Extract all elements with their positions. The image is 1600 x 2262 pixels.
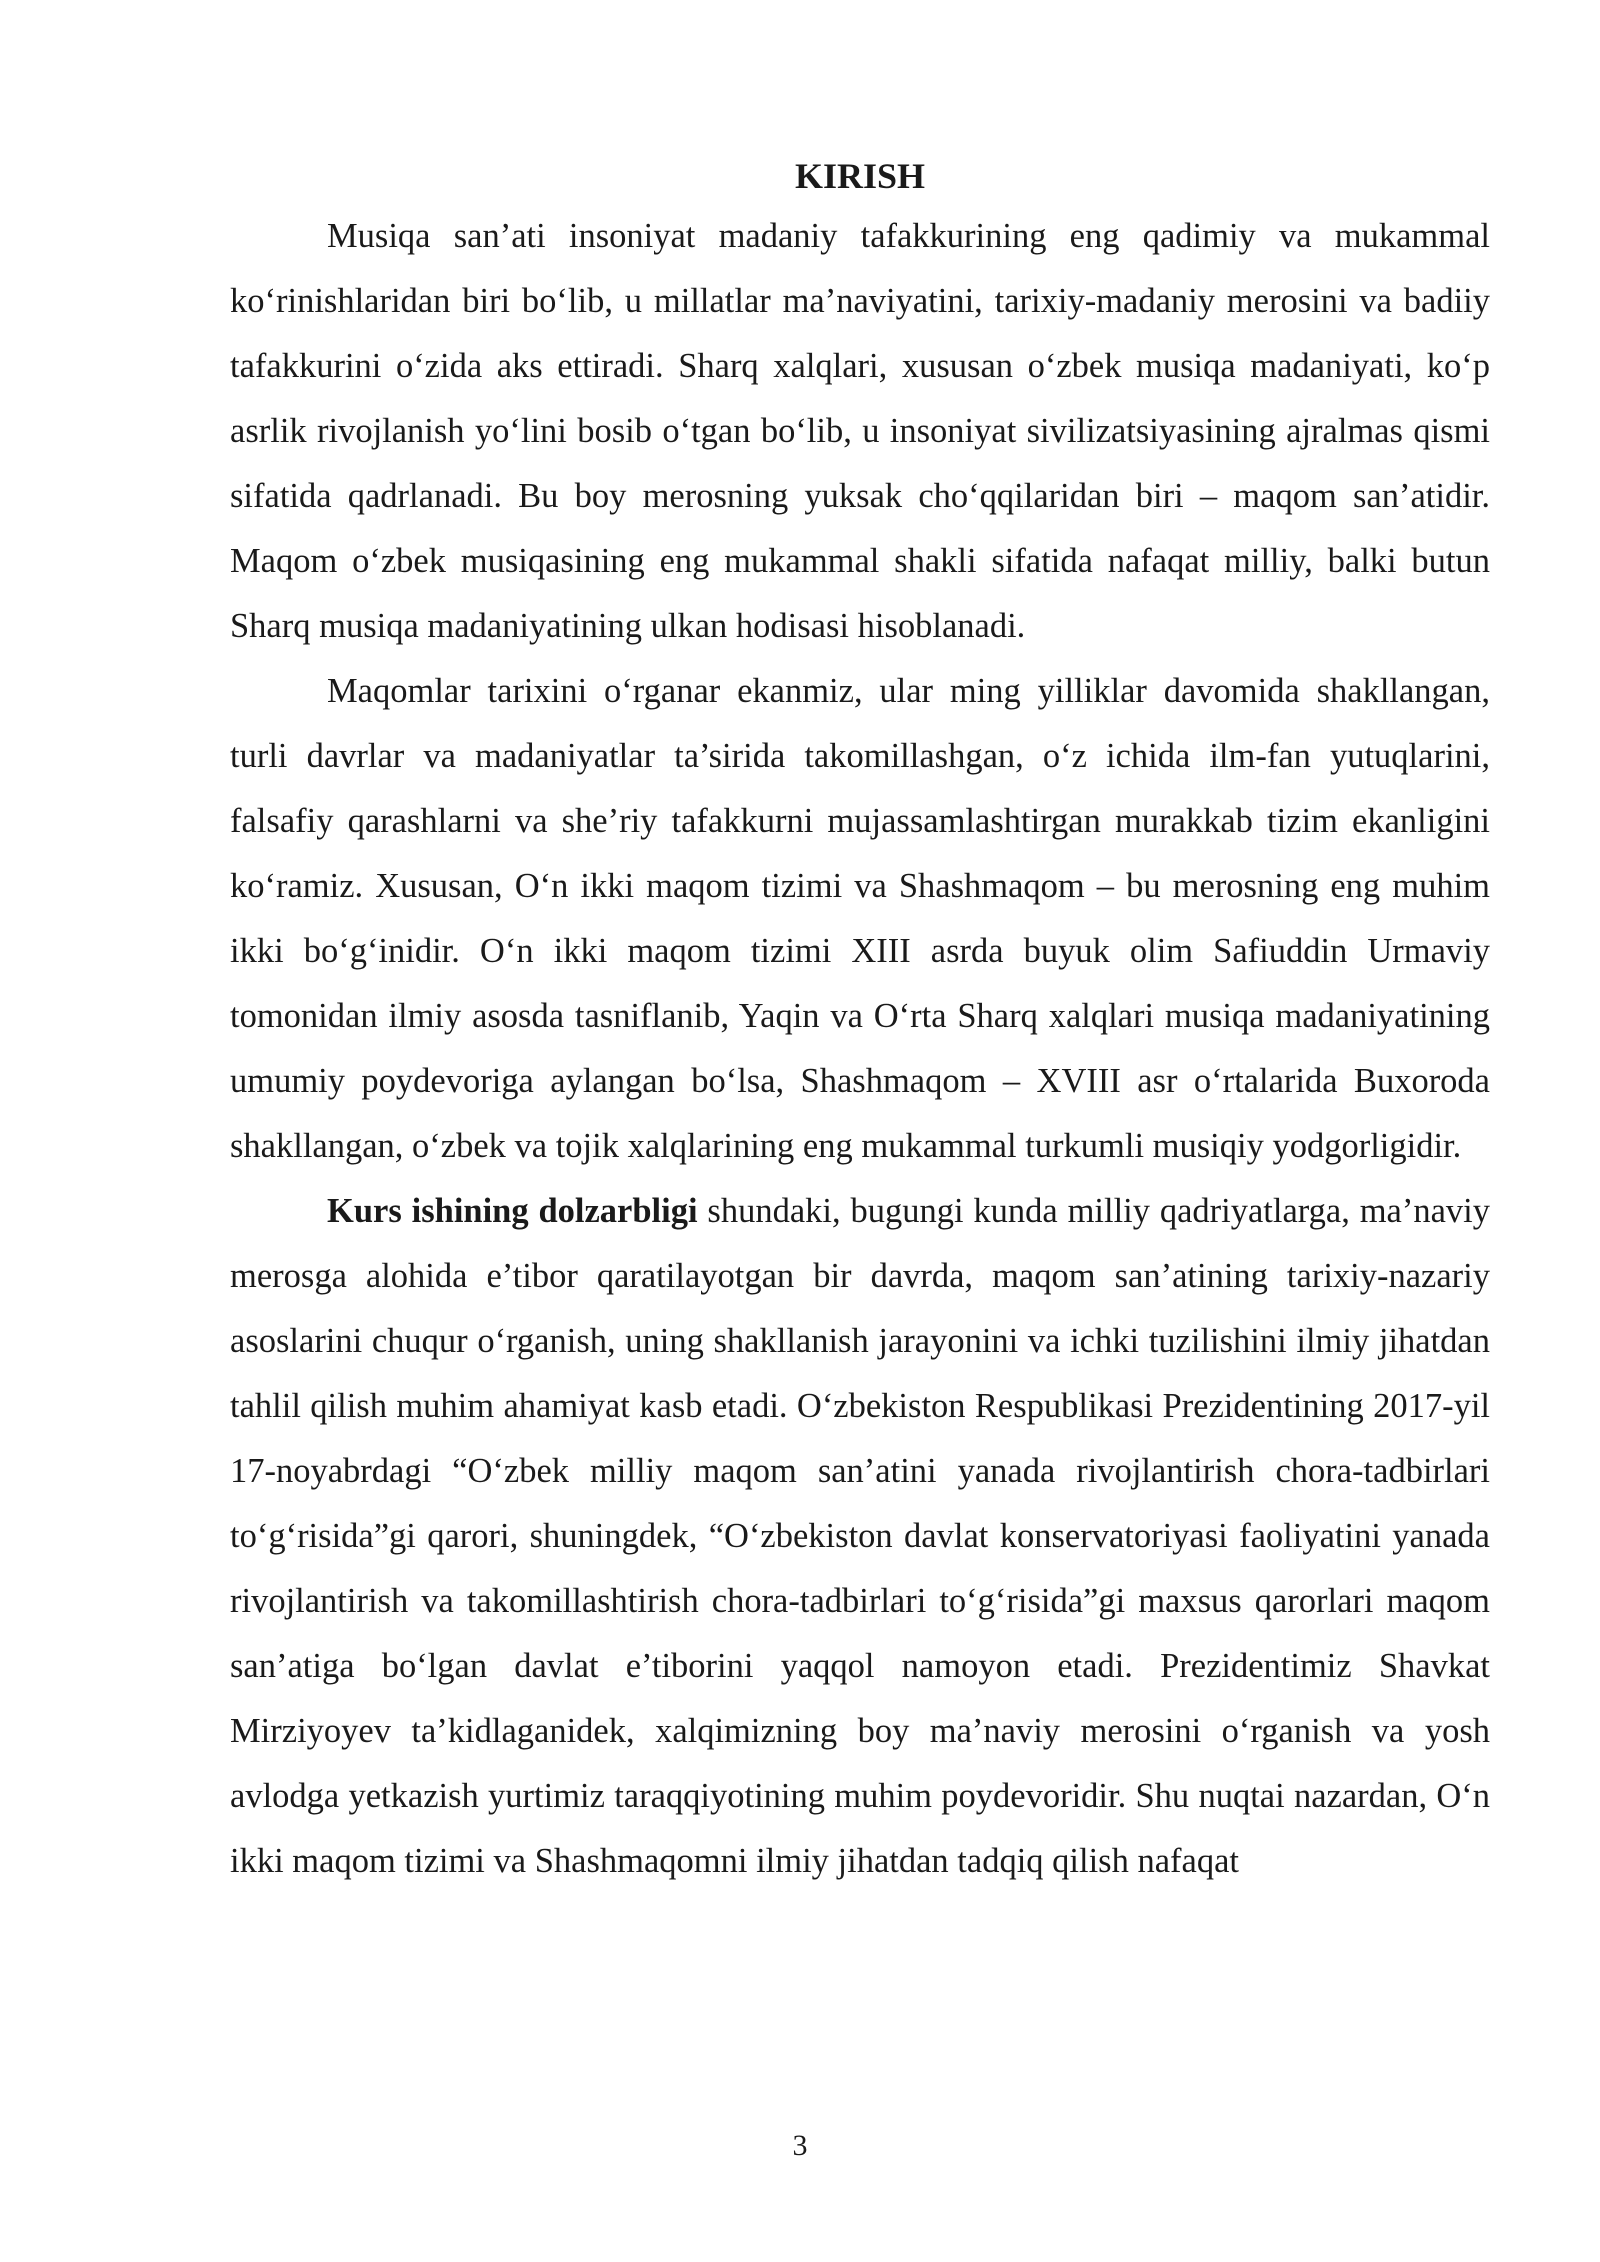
- page-body: [230, 148, 1490, 1894]
- paragraph-lead-bold: Kurs ishining dolzarbligi: [327, 1192, 698, 1230]
- section-title: KIRISH: [794, 156, 926, 196]
- paragraph-intro: [230, 204, 1490, 659]
- paragraph-maqom-history: [230, 659, 1490, 1179]
- paragraph-text: shundaki, bugungi kunda milliy qadriyatlarga, ma’naviy merosga alohida e’tibor qaratilayotgan bir davrda, maqom san’atining tarixiy-nazariy asoslarini chuqur o‘rganish, uning shakllanish jarayonini va ichki tuzilishini ilmiy jihatdan tahlil qilish muhim ahamiyat kasb etadi. O‘zbekiston Respublikasi Prezidentining 2017-yil 17-noyabrdagi “O‘zbek milliy maqom san’atini yanada rivojlantirish chora-tadbirlari to‘g‘risida”gi qarori, shuningdek, “O‘zbekiston davlat konservatoriyasi faoliyatini yanada rivojlantirish va takomillashtirish chora-tadbirlari to‘g‘risida”gi maxsus qarorlari maqom san’atiga bo‘lgan davlat e’tiborini yaqqol namoyon etadi. Prezidentimiz Shavkat Mirziyoyev ta’kidlaganidek, xalqimizning boy ma’naviy merosini o‘rganish va yosh avlodga yetkazish yurtimiz taraqqiyotining muhim poydevoridir. Shu nuqtai nazardan, O‘n ikki maqom tizimi va Shashmaqomni ilmiy jihatdan tadqiq qilish nafaqat: [230, 1192, 1490, 1880]
- paragraph-relevance: [230, 1179, 1490, 1894]
- paragraph-text: Maqomlar tarixini o‘rganar ekanmiz, ular ming yilliklar davomida shakllangan, turli davrlar va madaniyatlar ta’sirida takomillashgan, o‘z ichida ilm-fan yutuqlarini, falsafiy qarashlarni va she’riy tafakkurni mujassamlashtirgan murakkab tizim ekanligini ko‘ramiz. Xususan, O‘n ikki maqom tizimi va Shashmaqom – bu merosning eng muhim ikki bo‘g‘inidir. O‘n ikki maqom tizimi XIII asrda buyuk olim Safiuddin Urmaviy tomonidan ilmiy asosda tasniflanib, Yaqin va O‘rta Sharq xalqlari musiqa madaniyatining umumiy poydevoriga aylangan bo‘lsa, Shashmaqom – XVIII asr o‘rtalarida Buxoroda shakllangan, o‘zbek va tojik xalqlarining eng mukammal turkumli musiqiy yodgorligidir.: [230, 672, 1490, 1165]
- paragraph-text: Musiqa san’ati insoniyat madaniy tafakkurining eng qadimiy va mukammal ko‘rinishlaridan biri bo‘lib, u millatlar ma’naviyatini, tarixiy-madaniy merosini va badiiy tafakkurini o‘zida aks ettiradi. Sharq xalqlari, xususan o‘zbek musiqa madaniyati, ko‘p asrlik rivojlanish yo‘lini bosib o‘tgan bo‘lib, u insoniyat sivilizatsiyasining ajralmas qismi sifatida qadrlanadi. Bu boy merosning yuksak cho‘qqilaridan biri – maqom san’atidir. Maqom o‘zbek musiqasining eng mukammal shakli sifatida nafaqat milliy, balki butun Sharq musiqa madaniyatining ulkan hodisasi hisoblanadi.: [230, 217, 1490, 645]
- page-number: 3: [792, 2129, 808, 2162]
